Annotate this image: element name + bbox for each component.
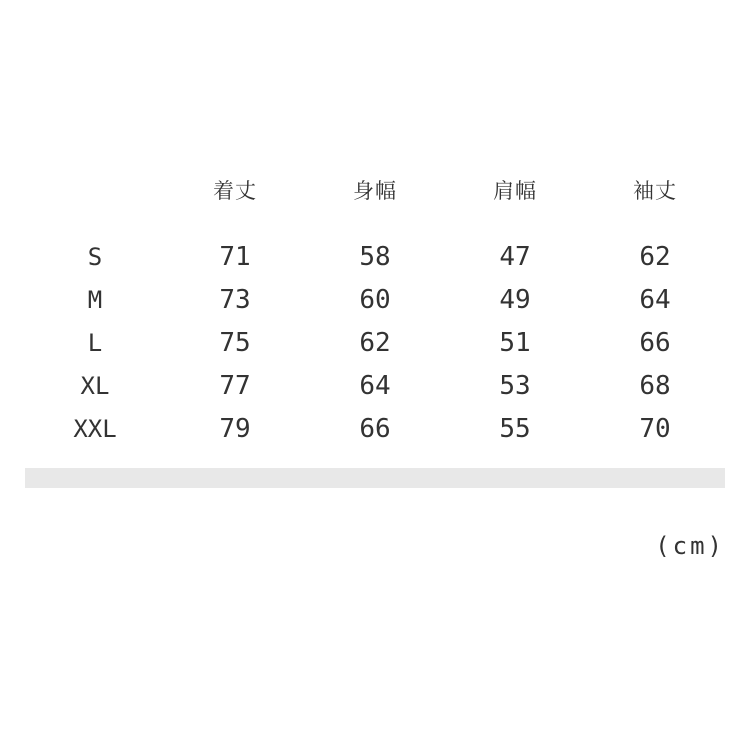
measurement-value: 77 (219, 370, 251, 401)
measurement-value: 70 (639, 413, 671, 444)
table-row (25, 278, 725, 321)
size-label: XXL (73, 414, 117, 443)
table-body (25, 235, 725, 450)
measurement-value: 64 (639, 284, 671, 315)
column-header-body-width: 身幅 (353, 179, 397, 203)
size-label: XL (80, 371, 110, 400)
unit-label: (cm) (655, 532, 725, 560)
table-row (25, 235, 725, 278)
divider-bar (25, 468, 725, 488)
measurement-value: 68 (639, 370, 671, 401)
column-header-sleeve-length: 袖丈 (633, 179, 677, 203)
measurement-value: 58 (359, 241, 391, 272)
measurement-value: 47 (499, 241, 531, 272)
table-row (25, 321, 725, 364)
measurement-value: 55 (499, 413, 531, 444)
measurement-value: 49 (499, 284, 531, 315)
measurement-value: 62 (639, 241, 671, 272)
table-row (25, 407, 725, 450)
measurement-value: 66 (359, 413, 391, 444)
column-header-shoulder-width: 肩幅 (493, 179, 537, 203)
table-header-row (25, 168, 725, 212)
measurement-value: 51 (499, 327, 531, 358)
measurement-value: 66 (639, 327, 671, 358)
table-row (25, 364, 725, 407)
column-header-length: 着丈 (213, 179, 257, 203)
measurement-value: 75 (219, 327, 251, 358)
measurement-value: 62 (359, 327, 391, 358)
size-table (25, 168, 725, 450)
measurement-value: 79 (219, 413, 251, 444)
measurement-value: 53 (499, 370, 531, 401)
measurement-value: 64 (359, 370, 391, 401)
measurement-value: 60 (359, 284, 391, 315)
size-label: M (87, 285, 103, 314)
measurement-value: 73 (219, 284, 251, 315)
size-label: L (87, 328, 103, 357)
measurement-value: 71 (219, 241, 251, 272)
size-label: S (87, 242, 103, 271)
